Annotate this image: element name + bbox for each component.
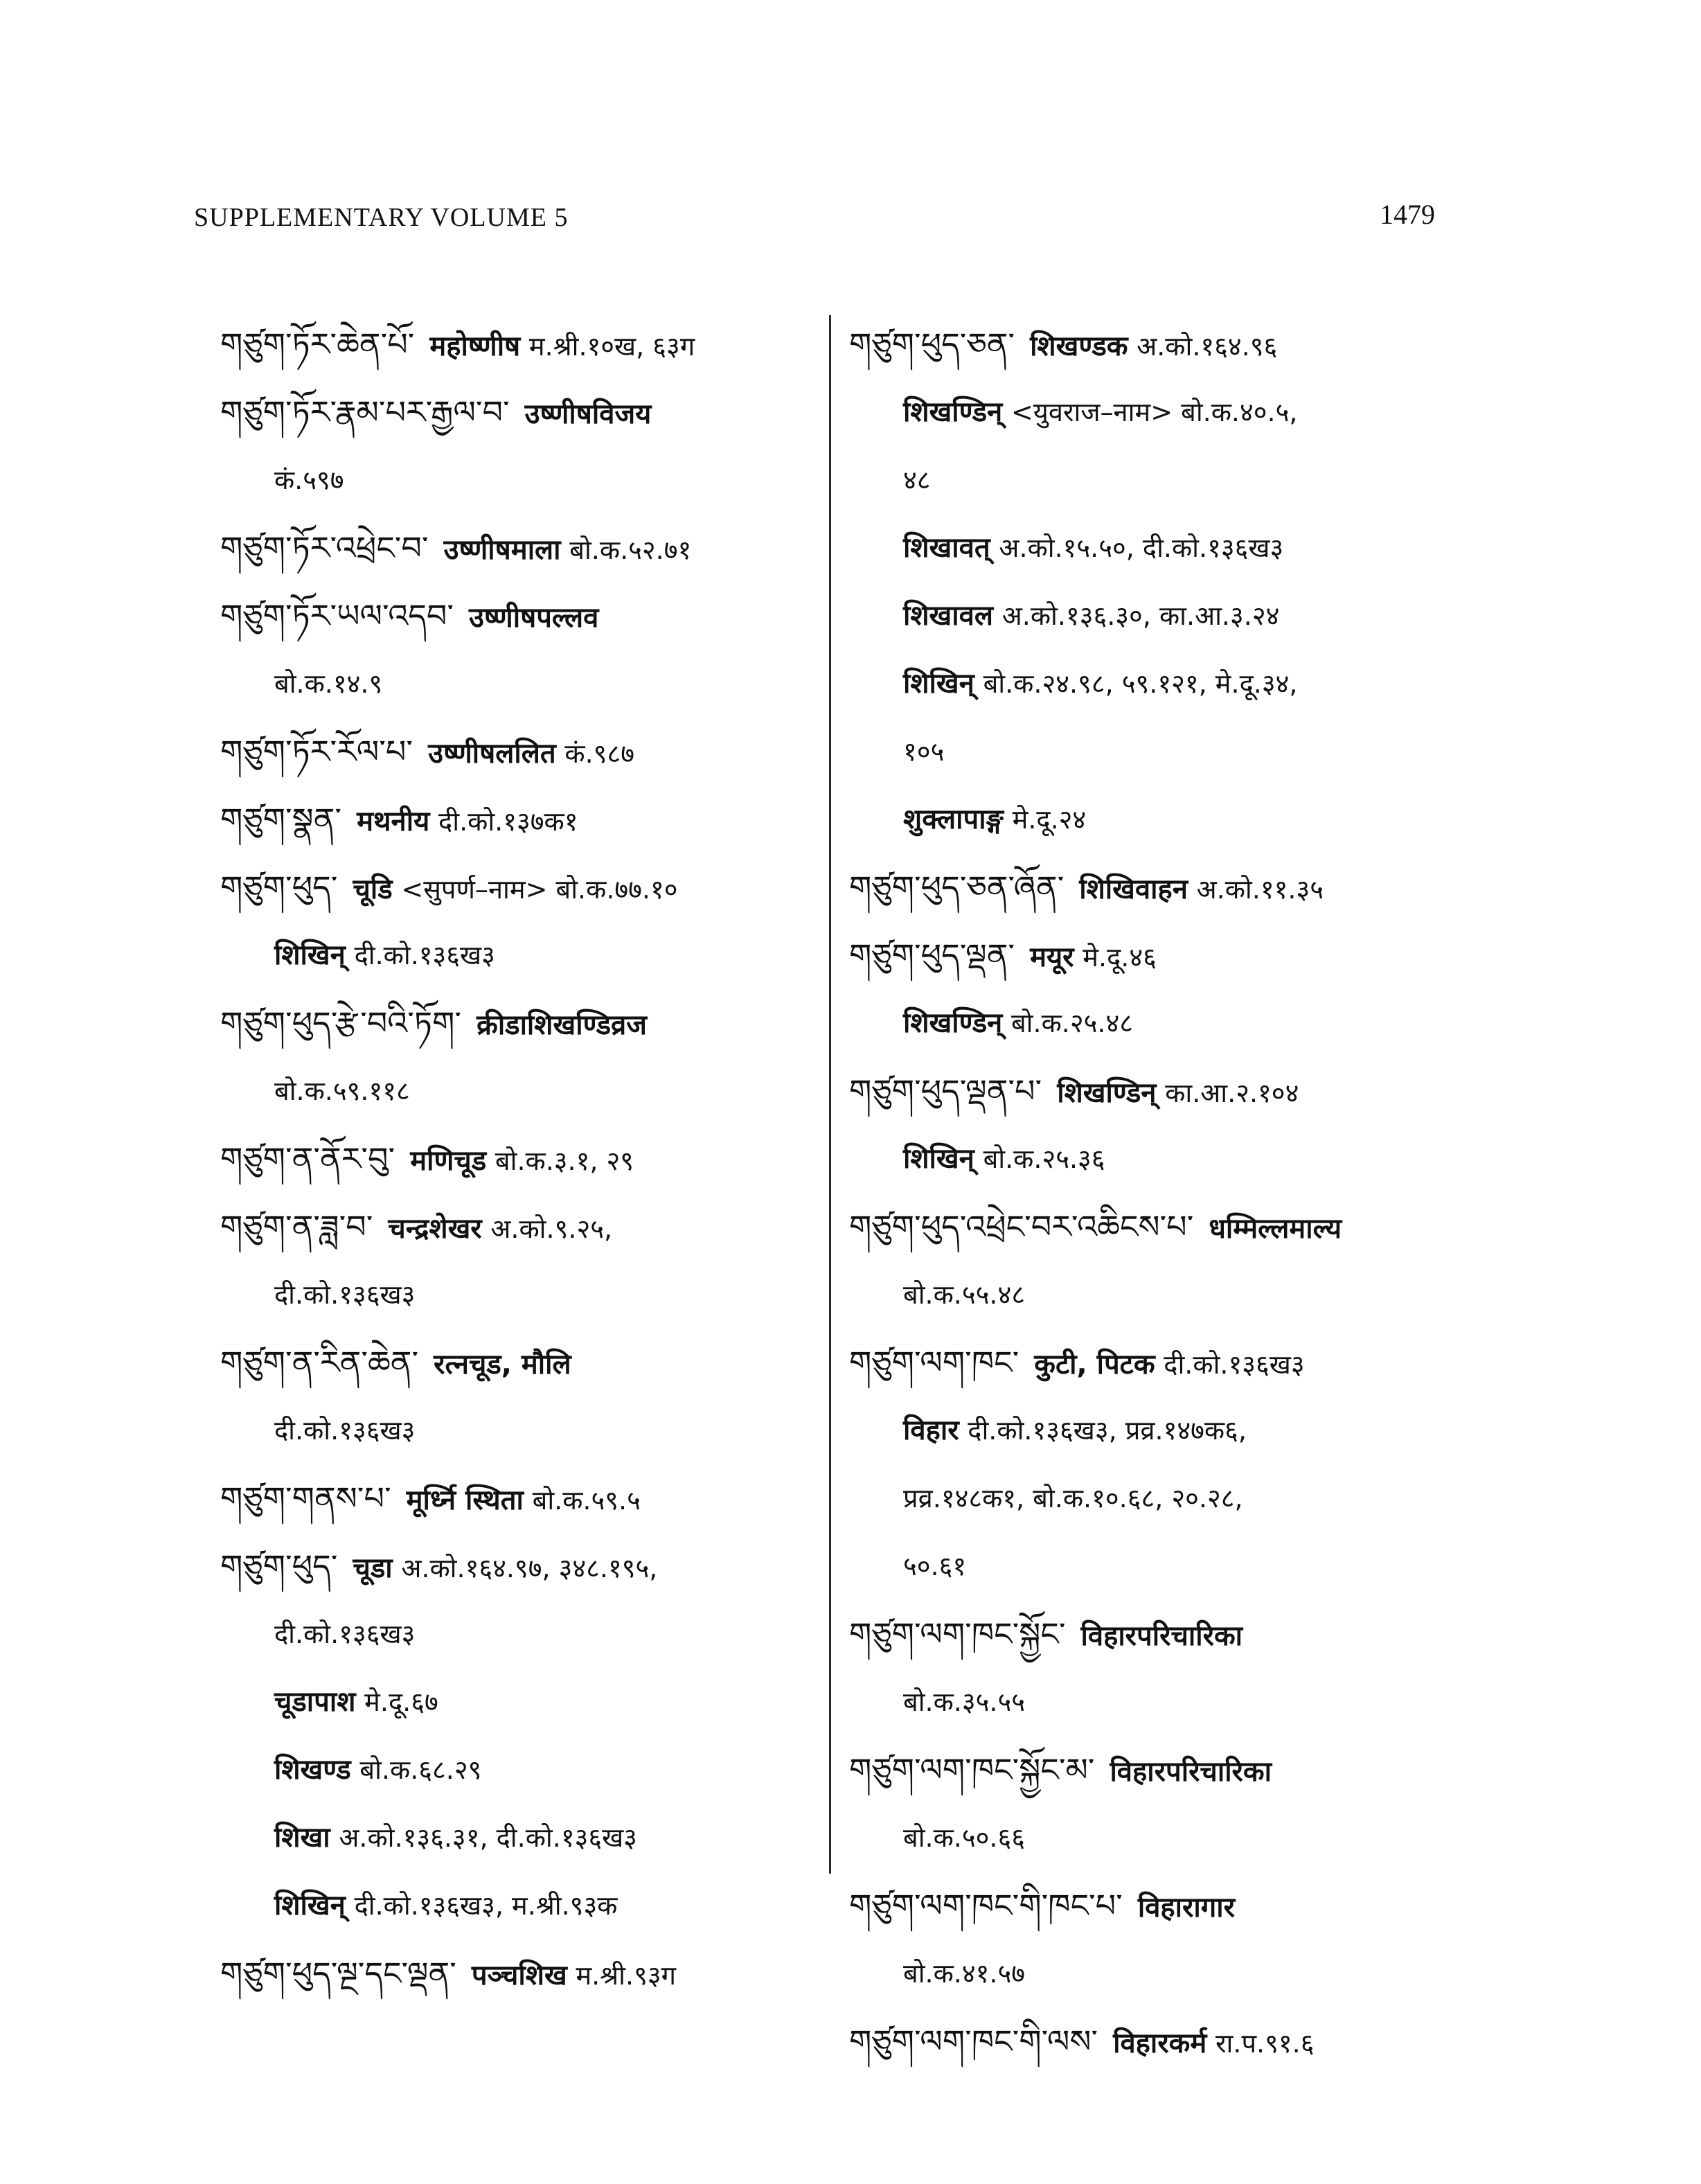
entry-continuation-line: [220, 650, 823, 718]
sanskrit-equivalent: शिखिन्: [903, 1143, 974, 1175]
entry-continuation-line: [849, 1464, 1459, 1532]
sanskrit-equivalent: कुटी, पिटक: [1034, 1349, 1155, 1380]
tibetan-headword: གཙུག་ལག་ཁང་གི་ཁང་པ་: [849, 1887, 1123, 1924]
sanskrit-equivalent: शिखण्डिन्: [903, 396, 1003, 428]
tibetan-headword: གཙུག་ལག་ཁང་གི་ལས་: [849, 2023, 1098, 2060]
dictionary-entry: [220, 785, 823, 853]
entry-continuation-line: [849, 582, 1459, 650]
sanskrit-equivalent: मथनीय: [357, 806, 430, 837]
sanskrit-equivalent: शुक्लापाङ्ग: [903, 804, 1004, 835]
entry-headline: [220, 1125, 823, 1193]
entry-continuation-line: [220, 1804, 823, 1872]
right-column: [849, 310, 1459, 2075]
sanskrit-equivalent: शिखिवाहन: [1079, 873, 1188, 905]
dictionary-entry: [849, 1736, 1459, 1872]
dictionary-entry: [220, 1125, 823, 1193]
entry-headline: [849, 310, 1459, 378]
source-reference: दी.को.१३६ख३: [274, 1279, 416, 1310]
source-reference: दी.को.१३७क१: [438, 806, 578, 837]
sanskrit-equivalent: शिखण्डिन्: [1057, 1077, 1157, 1109]
dictionary-entry: [220, 853, 823, 989]
entry-continuation-line: [849, 446, 1459, 514]
entry-headline: [849, 1736, 1459, 1804]
sanskrit-equivalent: पञ्चशिख: [471, 1960, 567, 1991]
tibetan-headword: གཙུག་ན་རིན་ཆེན་: [220, 1344, 419, 1381]
tibetan-headword: གཙུག་ཕུད་ཅན་ཞོན་: [849, 869, 1065, 906]
sanskrit-equivalent: शिखिन्: [903, 668, 974, 700]
source-reference: अ.को.१६४.९६: [1137, 331, 1278, 362]
dictionary-entry: [849, 1329, 1459, 1600]
tibetan-headword: གཙུག་ཏོར་རོལ་པ་: [220, 733, 413, 770]
source-reference: रा.प.९१.६: [1215, 2028, 1315, 2059]
dictionary-entry: [220, 1464, 823, 1532]
sanskrit-equivalent: महोष्णीष: [429, 330, 521, 362]
entry-continuation-line: [220, 1872, 823, 1939]
source-reference: दी.को.१३६ख३, प्रव्र.१४७क६,: [968, 1415, 1247, 1446]
source-reference: बो.क.६८.२९: [359, 1755, 482, 1785]
entry-continuation-line: [849, 1804, 1459, 1872]
entry-continuation-line: [220, 1668, 823, 1736]
entry-continuation-line: [849, 1939, 1459, 2007]
dictionary-entry: [849, 1193, 1459, 1329]
tibetan-headword: གཙུག་ཏོར་ཡལ་འདབ་: [220, 597, 454, 634]
sanskrit-equivalent: विहारकर्म: [1113, 2027, 1207, 2059]
source-reference: अ.को.१६४.९७, ३४८.१९५,: [401, 1553, 658, 1583]
dictionary-entry: [220, 582, 823, 718]
tibetan-headword: གཙུག་ན་ཟླ་བ་: [220, 1208, 373, 1245]
sanskrit-equivalent: उष्णीषविजय: [524, 398, 652, 430]
column-divider: [829, 315, 831, 1874]
dictionary-entry: [220, 310, 823, 378]
tibetan-headword: གཙུག་ལག་ཁང་སྐྱོང་མ་: [849, 1751, 1095, 1788]
entry-headline: [220, 378, 823, 446]
entry-headline: [220, 1193, 823, 1261]
sanskrit-equivalent: चूडि: [353, 873, 393, 905]
entry-headline: [220, 1464, 823, 1532]
tibetan-headword: གཙུག་ལག་ཁང་: [849, 1344, 1019, 1381]
sanskrit-equivalent: विहारपरिचारिका: [1080, 1620, 1243, 1652]
source-reference: दी.को.१३६ख३: [274, 1619, 416, 1649]
tibetan-headword: གཙུག་སྣན་: [220, 801, 342, 838]
source-reference: म.श्री.१०ख, ६३ग: [528, 331, 695, 362]
entry-headline: [849, 1057, 1459, 1125]
entry-continuation-line: [220, 446, 823, 514]
sanskrit-equivalent: मयूर: [1030, 941, 1074, 973]
source-reference: कं.५९७: [274, 465, 344, 495]
entry-continuation-line: [849, 378, 1459, 446]
sanskrit-equivalent: विहारपरिचारिका: [1110, 1756, 1272, 1788]
sanskrit-equivalent: चन्द्रशेखर: [388, 1213, 482, 1245]
entry-headline: [220, 1532, 823, 1600]
source-reference: ५०.६१: [903, 1551, 967, 1581]
tibetan-headword: གཙུག་ཏོར་རྣམ་པར་རྒྱལ་བ་: [220, 393, 510, 431]
source-reference: <युवराज–नाम> बो.क.४०.५,: [1010, 397, 1298, 427]
source-reference: दी.को.१३६ख३: [354, 940, 495, 970]
source-reference: दी.को.१३६ख३, म.श्री.९३क: [354, 1890, 618, 1921]
entry-headline: [849, 1872, 1459, 1939]
entry-headline: [849, 1193, 1459, 1261]
source-reference: अ.को.१३६.३१, दी.को.१३६ख३: [339, 1822, 637, 1853]
dictionary-entry: [220, 718, 823, 785]
source-reference: बो.क.५५.४८: [903, 1279, 1026, 1310]
sanskrit-equivalent: रत्नचूड, मौलि: [434, 1349, 571, 1380]
sanskrit-equivalent: शिखण्ड: [274, 1754, 351, 1786]
entry-continuation-line: [849, 650, 1459, 718]
source-reference: १०५: [903, 736, 945, 767]
sanskrit-equivalent: शिखण्डिन्: [903, 1007, 1003, 1039]
entry-continuation-line: [849, 785, 1459, 853]
dictionary-entry: [849, 310, 1459, 853]
source-reference: अ.को.१५.५०, दी.को.१३६ख३: [999, 533, 1284, 563]
tibetan-headword: གཙུག་ཕུད་ལྡན་: [849, 936, 1015, 974]
sanskrit-equivalent: शिखण्डक: [1030, 330, 1128, 362]
tibetan-headword: གཙུག་གནས་པ་: [220, 1480, 391, 1517]
sanskrit-equivalent: उष्णीषपल्लव: [469, 602, 599, 634]
entry-continuation-line: [849, 1668, 1459, 1736]
source-reference: बो.क.३.१, २९: [495, 1146, 634, 1176]
dictionary-entry: [220, 1329, 823, 1464]
tibetan-headword: གཙུག་ཕུད་རྩེ་བའི་ཏོག་: [220, 1004, 462, 1042]
sanskrit-equivalent: मूर्ध्नि स्थिता: [406, 1484, 524, 1516]
sanskrit-equivalent: क्रीडाशिखण्डिव्रज: [477, 1009, 647, 1041]
source-reference: कं.९८७: [564, 738, 634, 769]
source-reference: मे.दू.२४: [1012, 804, 1087, 835]
dictionary-entry: [220, 1193, 823, 1329]
source-reference: बो.क.२४.९८, ५९.१२१, मे.दू.३४,: [983, 668, 1298, 699]
dictionary-entry: [220, 989, 823, 1125]
tibetan-headword: གཙུག་ཕུད་: [220, 1547, 338, 1585]
entry-continuation-line: [220, 921, 823, 989]
source-reference: ४८: [903, 465, 931, 495]
source-reference: <सुपर्ण–नाम> बो.क.७७.१०: [401, 874, 678, 905]
entry-headline: [220, 718, 823, 785]
dictionary-entry: [849, 2007, 1459, 2075]
sanskrit-equivalent: चूडापाश: [274, 1686, 356, 1718]
source-reference: बो.क.२५.४८: [1010, 1008, 1133, 1038]
sanskrit-equivalent: शिखा: [274, 1822, 330, 1854]
sanskrit-equivalent: उष्णीषमाला: [443, 534, 561, 566]
entry-headline: [220, 1329, 823, 1396]
sanskrit-equivalent: शिखावल: [903, 600, 993, 632]
source-reference: प्रव्र.१४८क१, बो.क.१०.६८, २०.२८,: [903, 1483, 1243, 1513]
source-reference: बो.क.५९.११८: [274, 1076, 410, 1106]
entry-headline: [220, 582, 823, 650]
dictionary-entry: [220, 378, 823, 514]
entry-continuation-line: [220, 1057, 823, 1125]
entry-continuation-line: [849, 989, 1459, 1057]
entry-continuation-line: [220, 1736, 823, 1804]
dictionary-entry: [849, 1600, 1459, 1736]
entry-continuation-line: [849, 1125, 1459, 1193]
entry-headline: [849, 2007, 1459, 2075]
tibetan-headword: གཙུག་ཕུད་ལྔ་དང་ལྡན་: [220, 1955, 456, 1992]
entry-continuation-line: [220, 1396, 823, 1464]
sanskrit-equivalent: विहारागार: [1137, 1892, 1235, 1924]
entry-continuation-line: [849, 718, 1459, 785]
entry-headline: [220, 989, 823, 1057]
entry-continuation-line: [849, 1396, 1459, 1464]
entry-continuation-line: [220, 1261, 823, 1329]
dictionary-entry: [220, 1532, 823, 1939]
entry-headline: [849, 921, 1459, 989]
tibetan-headword: གཙུག་ཏོར་འཕྲེང་བ་: [220, 529, 429, 567]
dictionary-entry: [849, 853, 1459, 921]
entry-continuation-line: [220, 1600, 823, 1668]
tibetan-headword: གཙུག་ཕུད་འཕྲེང་བར་འཆིངས་པ་: [849, 1208, 1194, 1245]
source-reference: बो.क.१४.९: [274, 668, 383, 699]
sanskrit-equivalent: चूडा: [353, 1552, 393, 1584]
source-reference: बो.क.५२.७१: [569, 535, 692, 565]
tibetan-headword: གཙུག་ཕུད་ལྡན་པ་: [849, 1072, 1042, 1110]
sanskrit-equivalent: शिखिन्: [274, 939, 346, 971]
sanskrit-equivalent: विहार: [903, 1414, 959, 1446]
entry-headline: [220, 1939, 823, 2007]
dictionary-entry: [220, 1939, 823, 2007]
source-reference: बो.क.२५.३६: [983, 1144, 1105, 1174]
source-reference: बो.क.३५.५५: [903, 1687, 1026, 1717]
source-reference: बो.क.४१.५७: [903, 1958, 1026, 1989]
entry-headline: [849, 1600, 1459, 1668]
source-reference: अ.को.९.२५,: [490, 1214, 613, 1244]
tibetan-headword: གཙུག་ཕུད་ཅན་: [849, 326, 1015, 363]
source-reference: अ.को.११.३५: [1196, 874, 1324, 905]
sanskrit-equivalent: धम्मिल्लमाल्य: [1209, 1213, 1342, 1245]
entry-continuation-line: [849, 1261, 1459, 1329]
tibetan-headword: གཙུག་ན་ནོར་བུ་: [220, 1140, 395, 1178]
source-reference: का.आ.२.१०४: [1165, 1078, 1299, 1108]
sanskrit-equivalent: शिखावत्: [903, 532, 990, 564]
tibetan-headword: གཙུག་ལག་ཁང་སྐྱོང་: [849, 1615, 1066, 1653]
entry-continuation-line: [849, 1532, 1459, 1600]
entry-headline: [220, 310, 823, 378]
running-head: SUPPLEMENTARY VOLUME 5: [194, 203, 569, 232]
source-reference: मे.दू.६७: [364, 1687, 438, 1717]
dictionary-entry: [849, 921, 1459, 1057]
source-reference: मे.दू.४६: [1083, 942, 1157, 973]
sanskrit-equivalent: उष्णीषललित: [428, 738, 556, 770]
sanskrit-equivalent: शिखिन्: [274, 1890, 346, 1921]
tibetan-headword: གཙུག་ཕུད་: [220, 869, 338, 906]
left-column: [220, 310, 823, 2007]
entry-headline: [220, 853, 823, 921]
source-reference: बो.क.५०.६६: [903, 1822, 1026, 1853]
source-reference: दी.को.१३६ख३: [274, 1415, 416, 1446]
dictionary-entry: [849, 1872, 1459, 2007]
sanskrit-equivalent: मणिचूड: [410, 1145, 487, 1177]
source-reference: बो.क.५९.५: [532, 1485, 641, 1516]
entry-headline: [849, 853, 1459, 921]
entry-continuation-line: [849, 514, 1459, 582]
entry-headline: [220, 514, 823, 582]
source-reference: म.श्री.९३ग: [576, 1960, 676, 1991]
entry-headline: [220, 785, 823, 853]
source-reference: दी.को.१३६ख३: [1164, 1349, 1305, 1380]
dictionary-entry: [220, 514, 823, 582]
page-number: 1479: [1380, 199, 1435, 230]
entry-headline: [849, 1329, 1459, 1396]
source-reference: अ.को.१३६.३०, का.आ.३.२४: [1001, 601, 1280, 631]
dictionary-entry: [849, 1057, 1459, 1193]
tibetan-headword: གཙུག་ཏོར་ཆེན་པོ་: [220, 326, 415, 363]
